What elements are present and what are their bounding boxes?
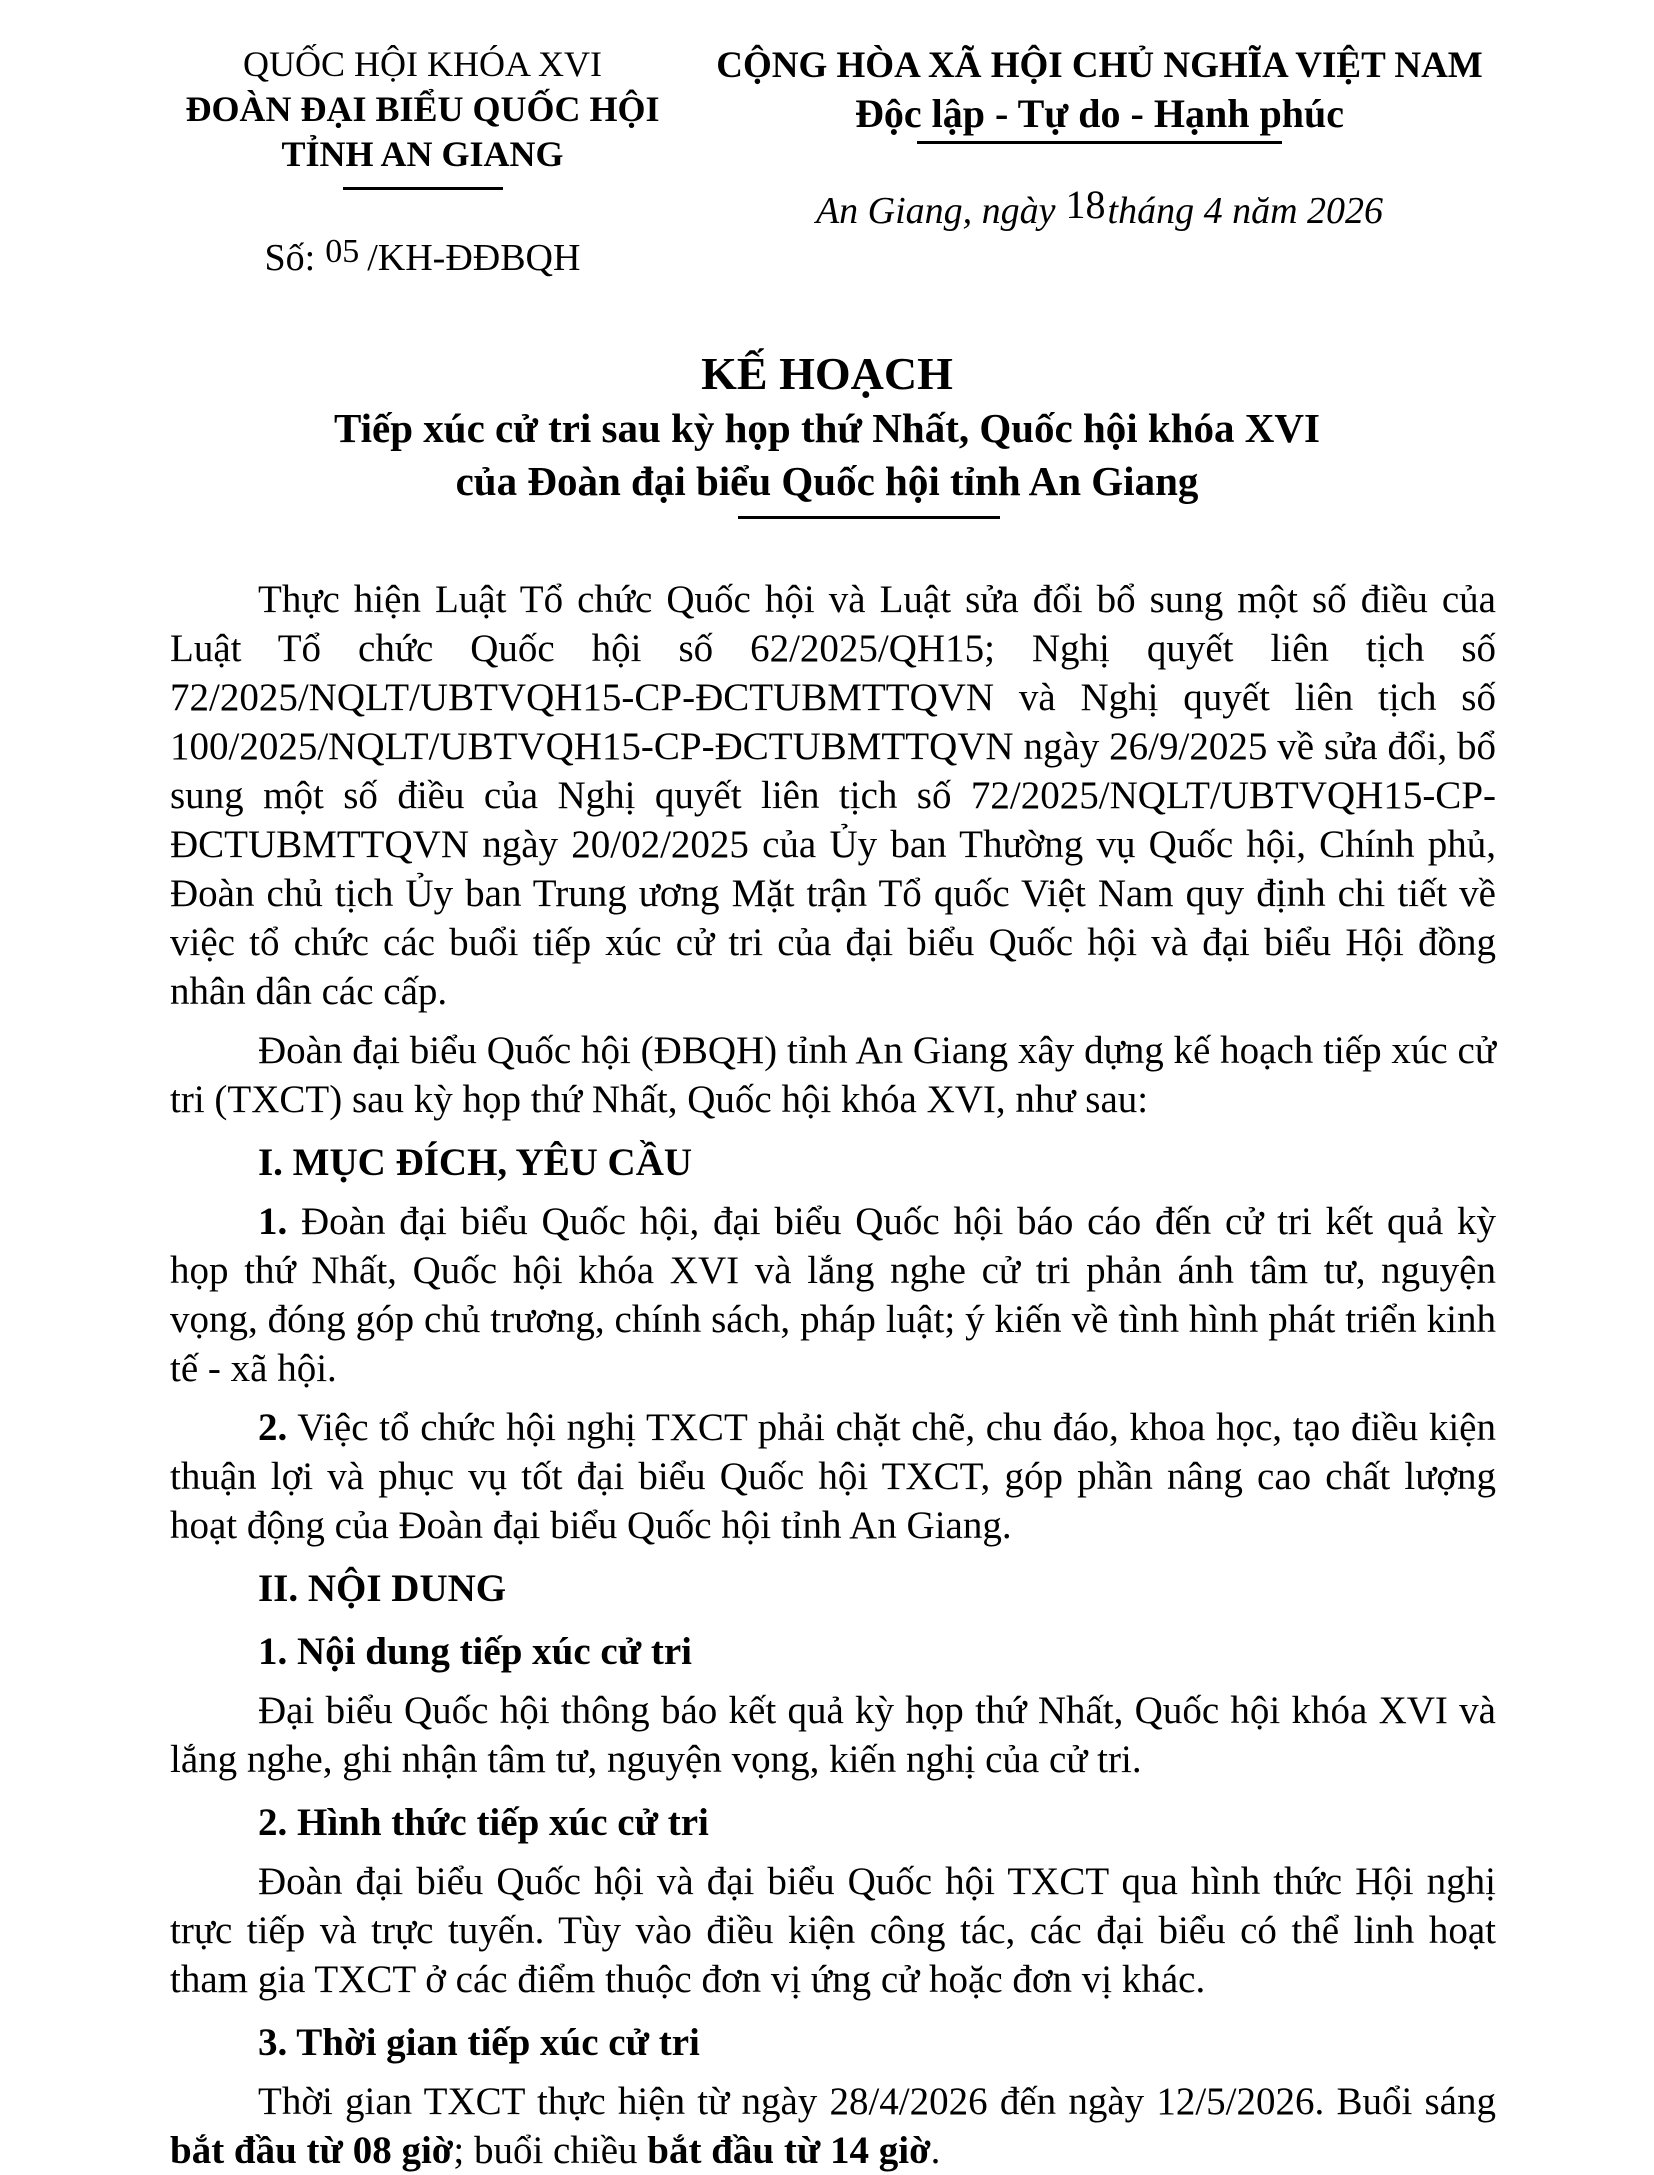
paragraph-time-text-2: ; buổi chiều [453,2129,648,2172]
section-heading-content: II. NỘI DUNG [258,1567,507,1610]
title-underline [738,516,1000,519]
document-number-value: 05 [325,233,360,270]
paragraph-purpose-1-text: Đoàn đại biểu Quốc hội, đại biểu Quốc hội báo cáo đến cử tri kết quả kỳ họp thứ Nhất, Quốc hội khóa XVI và lắng nghe cử tri phản ánh tâm tư, nguyện vọng, đóng góp chủ trương, chính sách, pháp luật; ý kiến về tình hình phát triển kinh tế - xã hội. [170,1200,1496,1390]
subsection-heading-content-topic: 1. Nội dung tiếp xúc cử tri [258,1630,692,1673]
paragraph-time-text-3: . [930,2129,941,2172]
place-date-line [695,182,1504,233]
agency-province: TỈNH AN GIANG [281,134,564,174]
document-number-symbol: /KH-ĐĐBQH [367,237,581,279]
paragraph-purpose-1 [170,1197,1496,1393]
paragraph-purpose-2 [170,1403,1496,1550]
national-heading-block [695,42,1504,233]
agency-underline [343,187,503,190]
motto-underline [917,141,1282,144]
paragraph-time-bold-morning: bắt đầu từ 08 giờ [170,2129,454,2172]
title-block [0,346,1654,519]
document-subtitle-line2: của Đoàn đại biểu Quốc hội tỉnh An Giang [455,458,1199,504]
document-subtitle-line1: Tiếp xúc cử tri sau kỳ họp thứ Nhất, Quốc hội khóa XVI [334,405,1320,451]
paragraph-legal-basis: Thực hiện Luật Tổ chức Quốc hội và Luật sửa đổi bổ sung một số điều của Luật Tổ chức Quốc hội số 62/2025/QH15; Nghị quyết liên tịch số 72/2025/NQLT/UBTVQH15-CP-ĐCTUBMTTQVN và Nghị quyết liên tịch số 100/2025/NQLT/UBTVQH15-CP-ĐCTUBMTTQVN ngày 26/9/2025 về sửa đổi, bổ sung một số điều của Nghị quyết liên tịch số 72/2025/NQLT/UBTVQH15-CP-ĐCTUBMTTQVN ngày 20/02/2025 của Ủy ban Thường vụ Quốc hội, Chính phủ, Đoàn chủ tịch Ủy ban Trung ương Mặt trận Tổ quốc Việt Nam quy định chi tiết về việc tổ chức các buổi tiếp xúc cử tri của đại biểu Quốc hội và đại biểu Hội đồng nhân dân các cấp. [170,578,1496,1013]
paragraph-purpose-2-number: 2. [258,1406,288,1449]
document-body [0,575,1654,2175]
paragraph-format: Đoàn đại biểu Quốc hội và đại biểu Quốc hội TXCT qua hình thức Hội nghị trực tiếp và trực tuyến. Tùy vào điều kiện công tác, các đại biểu có thể linh hoạt tham gia TXCT ở các điểm thuộc đơn vị ứng cử hoặc đơn vị khác. [170,1860,1496,2001]
subsection-heading-time: 3. Thời gian tiếp xúc cử tri [258,2021,700,2064]
agency-parent-name: QUỐC HỘI KHÓA XVI [243,44,602,84]
paragraph-plan-intro: Đoàn đại biểu Quốc hội (ĐBQH) tỉnh An Giang xây dựng kế hoạch tiếp xúc cử tri (TXCT) sau kỳ họp thứ Nhất, Quốc hội khóa XVI, như sau: [170,1029,1496,1121]
document-number-label: Số: [264,237,316,279]
paragraph-purpose-2-text: Việc tổ chức hội nghị TXCT phải chặt chẽ, chu đáo, khoa học, tạo điều kiện thuận lợi và phục vụ tốt đại biểu Quốc hội TXCT, góp phần nâng cao chất lượng hoạt động của Đoàn đại biểu Quốc hội tỉnh An Giang. [170,1406,1496,1547]
paragraph-time-text-1: Thời gian TXCT thực hiện từ ngày 28/4/2026 đến ngày 12/5/2026. Buổi sáng [258,2080,1496,2123]
document-header [0,42,1654,280]
document-type-title: KẾ HOẠCH [701,348,953,399]
document-number-line [150,233,695,280]
section-heading-purpose: I. MỤC ĐÍCH, YÊU CẦU [258,1141,693,1184]
date-prefix: An Giang, ngày [815,190,1056,232]
paragraph-content-topic: Đại biểu Quốc hội thông báo kết quả kỳ họp thứ Nhất, Quốc hội khóa XVI và lắng nghe, ghi nhận tâm tư, nguyện vọng, kiến nghị của cử tri. [170,1689,1496,1781]
paragraph-time [170,2077,1496,2175]
national-title: CỘNG HÒA XÃ HỘI CHỦ NGHĨA VIỆT NAM [716,45,1483,86]
agency-name: ĐOÀN ĐẠI BIỂU QUỐC HỘI [185,89,660,129]
date-day-value: 18 [1065,182,1106,227]
paragraph-purpose-1-number: 1. [258,1200,288,1243]
national-motto: Độc lập - Tự do - Hạnh phúc [855,91,1344,136]
date-suffix: tháng 4 năm 2026 [1107,190,1384,232]
subsection-heading-format: 2. Hình thức tiếp xúc cử tri [258,1801,709,1844]
paragraph-time-bold-afternoon: bắt đầu từ 14 giờ [647,2129,931,2172]
issuing-agency-block [150,42,695,280]
